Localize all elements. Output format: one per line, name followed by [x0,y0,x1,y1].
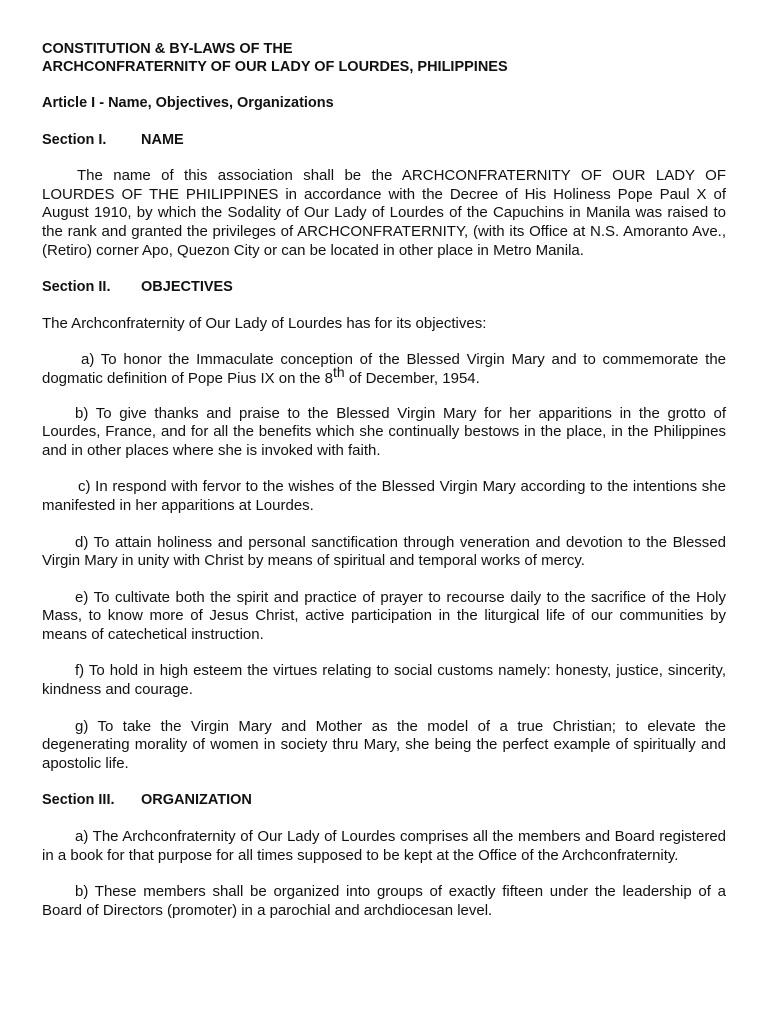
objective-a-ordinal: th [333,363,345,380]
objective-a [42,351,726,388]
section-3-heading [42,791,726,810]
organization-a: a) The Archconfraternity of Our Lady of Lourdes comprises all the members and Board registered in a book for that purpose for all times supposed to be kept at the Office of the Archconfraternity. [42,828,726,864]
section-2-number: Section II. [42,279,111,296]
document-page [42,40,726,920]
objective-c: c) In respond with fervor to the wishes of the Blessed Virgin Mary according to the intentions she manifested in her apparitions at Lourdes. [42,478,726,514]
objective-a-text: a) To honor the Immaculate conception of the Blessed Virgin Mary and to commemorate the dogmatic definition of Pope Pius IX on the 8 [42,351,726,387]
section-2-name: OBJECTIVES [141,279,233,296]
article-heading: Article I - Name, Objectives, Organizations [42,95,334,111]
section-1-body: The name of this association shall be the ARCHCONFRATERNITY OF OUR LADY OF LOURDES OF THE PHILIPPINES in accordance with the Decree of His Holiness Pope Paul X of August 1910, by which the Sodality of Our Lady of Lourdes of the Capuchins in Manila was raised to the rank and granted the privileges of ARCHCONFRATERNITY, (with its Office at N.S. Amoranto Ave., (Retiro) corner Apo, Quezon City or can be located in other place in Metro Manila. [42,167,726,259]
section-1-name: NAME [141,131,184,148]
objective-e: e) To cultivate both the spirit and practice of prayer to recourse daily to the sacrifice of the Holy Mass, to know more of Jesus Christ, active participation in the liturgical life of our communities by means of catechetical instruction. [42,588,726,643]
organization-b: b) These members shall be organized into groups of exactly fifteen under the leadership of a Board of Directors (promoter) in a parochial and archdiocesan level. [42,883,726,919]
section-2-heading [42,278,726,297]
document-title-line-1: CONSTITUTION & BY-LAWS OF THE [42,41,293,57]
section-2-intro: The Archconfraternity of Our Lady of Lourdes has for its objectives: [42,314,487,332]
objective-a-text-end: of December, 1954. [344,369,480,387]
objective-d: d) To attain holiness and personal sanctification through veneration and devotion to the Blessed Virgin Mary in unity with Christ by means of spiritual and temporal works of mercy. [42,533,726,570]
document-title-line-2: ARCHCONFRATERNITY OF OUR LADY OF LOURDES, PHILIPPINES [42,59,508,75]
objective-b: b) To give thanks and praise to the Blessed Virgin Mary for her apparitions in the grotto of Lourdes, France, and for all the benefits which she continually bestows in the place, in the Philippines and in other places where she is invoked with faith. [42,404,726,459]
section-3-name: ORGANIZATION [141,792,252,809]
objective-g: g) To take the Virgin Mary and Mother as the model of a true Christian; to elevate the degenerating morality of women in society thru Mary, she being the perfect example of spiritually and apostolic life. [42,717,726,772]
objective-f: f) To hold in high esteem the virtues relating to social customs namely: honesty, justice, sincerity, kindness and courage. [42,662,726,699]
section-1-number: Section I. [42,131,107,148]
section-1-heading [42,131,726,150]
section-3-number: Section III. [42,792,115,809]
